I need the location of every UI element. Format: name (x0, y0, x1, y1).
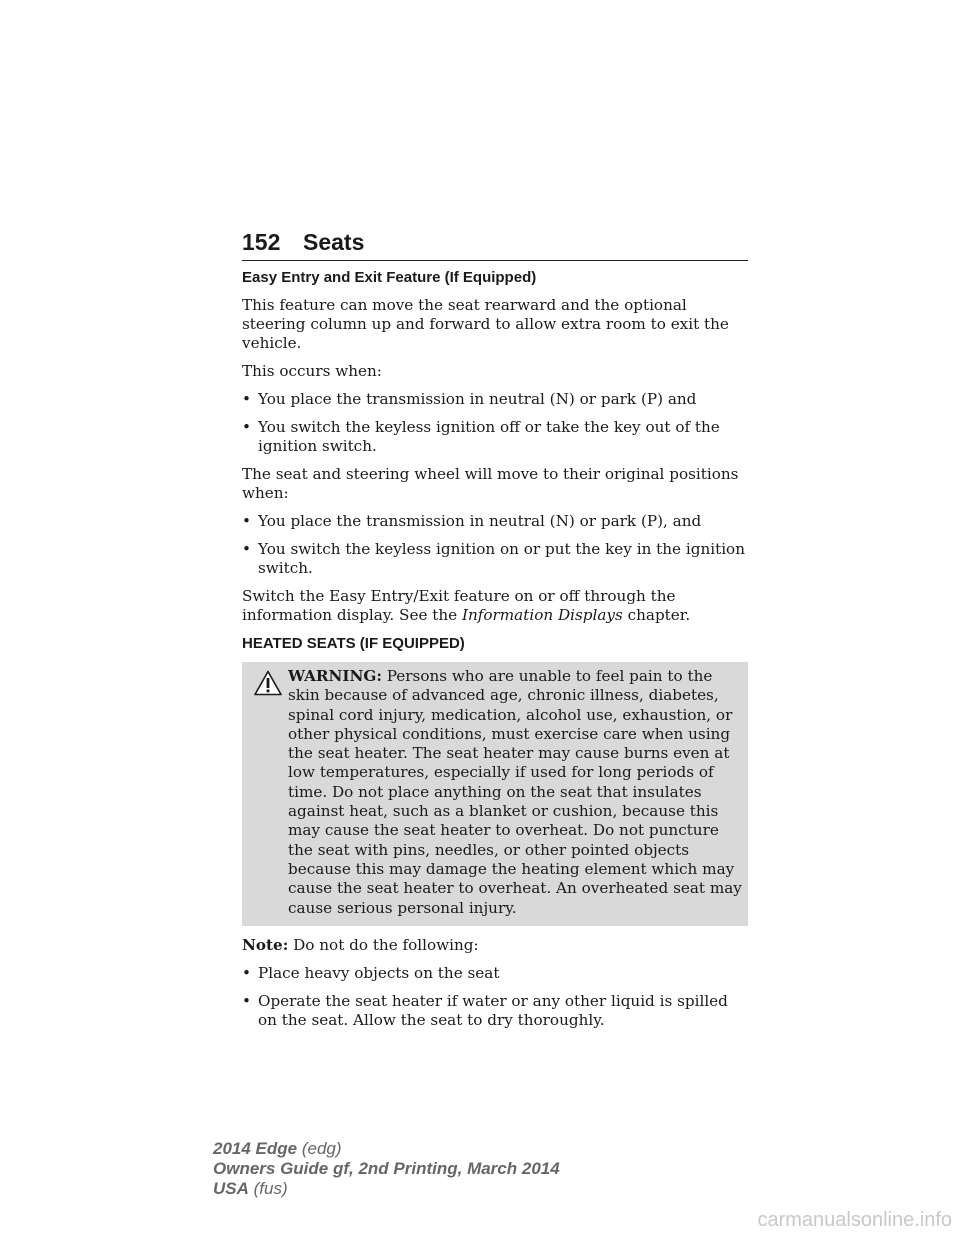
warning-box (242, 662, 748, 926)
occurs-when-text: This occurs when: (242, 362, 382, 380)
list-item (242, 418, 748, 456)
list-item (242, 540, 748, 578)
bullet-icon: • (242, 418, 251, 436)
list-item (242, 390, 748, 409)
bullet-icon: • (242, 991, 251, 1010)
list-item-text: You switch the keyless ignition on or put the key in the ignition switch. (258, 540, 745, 577)
bullet-icon: • (242, 390, 251, 408)
warning-text: Persons who are unable to feel pain to the skin because of advanced age, chronic illness, diabetes, spinal cord injury, medication, alcohol use, exhaustion, or other physical conditions, must exercise care when using the seat heater. The seat heater may cause burns even at low temperatures, especially if used for long periods of time. Do not place anything on the seat that insulates against heat, such as a blanket or cushion, because this may cause the seat heater to overheat. Do not puncture the seat with pins, needles, or other pointed objects because this may damage the heating element which may cause the seat heater to overheat. An overheated seat may cause serious personal injury. (288, 667, 742, 917)
warning-label: WARNING: (288, 667, 382, 685)
list-item-text: You place the transmission in neutral (N) or park (P), and (258, 512, 702, 530)
bullet-icon: • (242, 963, 251, 982)
list-item-text: Operate the seat heater if water or any other liquid is spilled on the seat. Allow the seat to dry thoroughly. (258, 991, 728, 1029)
note-body: Do not do the following: (288, 935, 479, 954)
easy-entry-heading: Easy Entry and Exit Feature (If Equipped) (242, 269, 537, 286)
list-item-text: You place the transmission in neutral (N) or park (P) and (258, 390, 697, 408)
section-title: Seats (303, 229, 365, 255)
list-item (242, 512, 748, 531)
bullet-icon: • (242, 512, 251, 530)
warning-triangle-icon (254, 670, 282, 696)
watermark: carmanualsonline.info (757, 1209, 952, 1231)
footer-line-1 (213, 1139, 560, 1159)
information-displays-reference: Information Displays (461, 606, 623, 624)
list-item-text: You switch the keyless ignition off or take the key out of the ignition switch. (258, 418, 720, 455)
heated-seats-heading: HEATED SEATS (IF EQUIPPED) (242, 635, 465, 652)
page-number: 152 (242, 229, 281, 255)
page-content (242, 268, 748, 1039)
footer-model: 2014 Edge (213, 1139, 298, 1158)
footer-line-3 (213, 1179, 560, 1199)
switch-text-before: Switch the Easy Entry/Exit feature on or off through the information display. See the (242, 587, 676, 624)
document-footer (213, 1139, 560, 1199)
list-item-text: Place heavy objects on the seat (258, 963, 500, 982)
note-label: Note: (242, 935, 289, 954)
page-header (242, 224, 748, 261)
warning-text-block (242, 667, 742, 918)
easy-entry-intro: This feature can move the seat rearward and the optional steering column up and forward to allow extra room to exit the vehicle. (242, 296, 729, 352)
switch-text (242, 587, 748, 625)
footer-market: USA (213, 1179, 249, 1198)
list-item (242, 992, 748, 1030)
switch-text-after: chapter. (622, 606, 691, 624)
footer-model-code: (edg) (297, 1139, 342, 1158)
footer-market-code: (fus) (248, 1179, 288, 1198)
return-text: The seat and steering wheel will move to their original positions when: (242, 465, 739, 502)
bullet-icon: • (242, 540, 251, 558)
list-item (242, 964, 748, 983)
note-text (242, 936, 748, 955)
footer-line-2: Owners Guide gf, 2nd Printing, March 2014 (213, 1159, 560, 1178)
